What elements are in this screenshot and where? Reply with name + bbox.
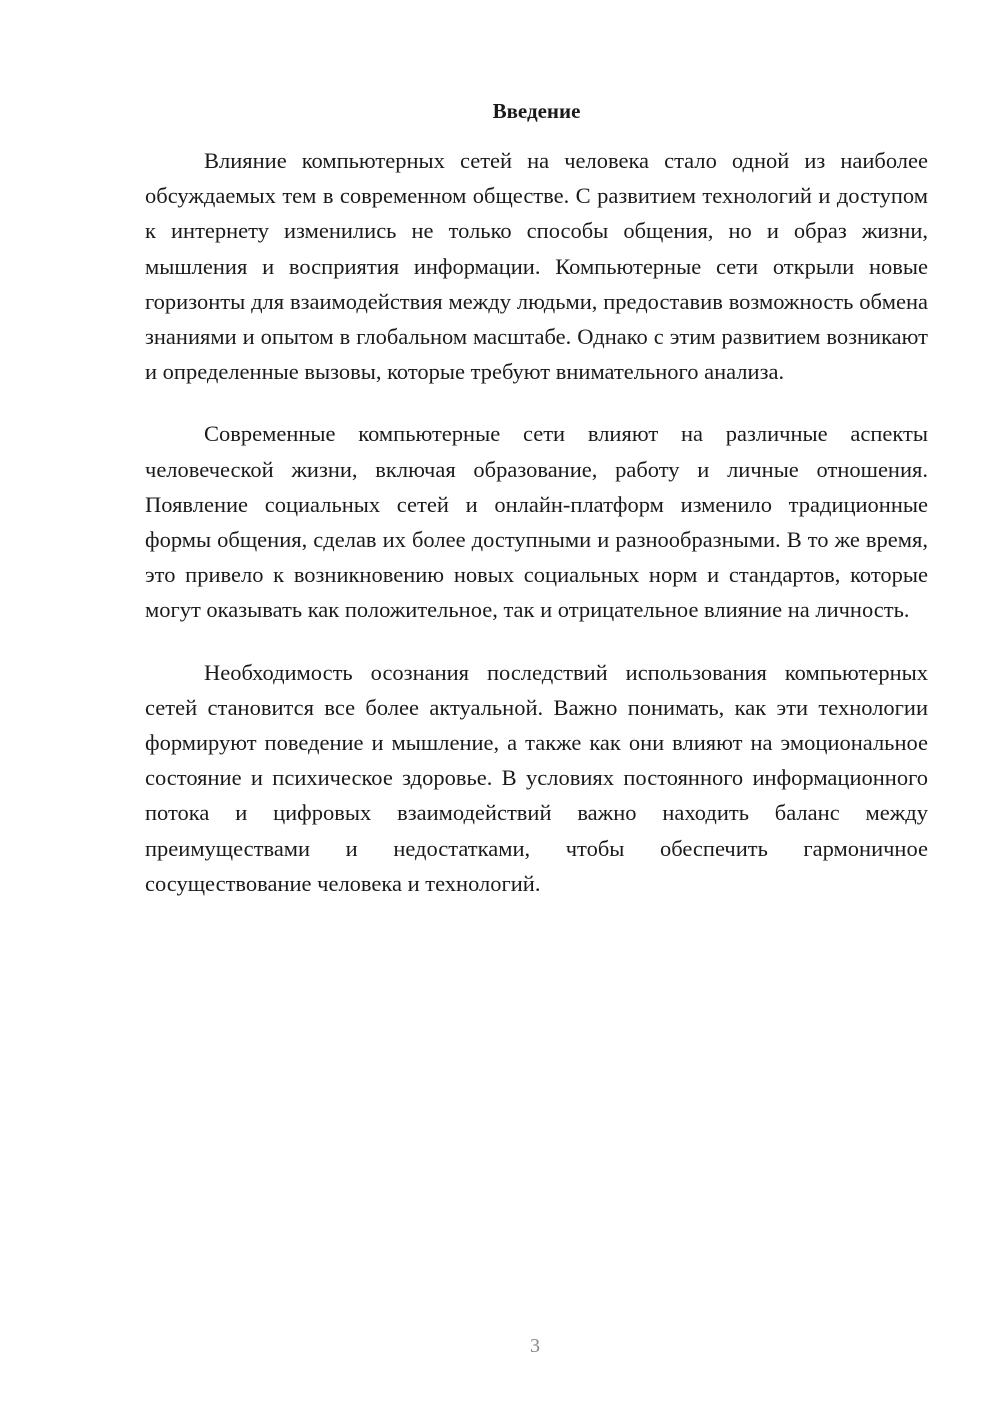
body-text — [145, 143, 928, 928]
paragraph-3: Необходимость осознания последствий использования компьютерных сетей становится все более актуальной. Важно понимать, как эти технологии формируют поведение и мышление, а также как они влияют на эмоциональное состояние и психическое здоровье. В условиях постоянного информационного потока и цифровых взаимодействий важно находить баланс между преимуществами и недостатками, чтобы обеспечить гармоничное сосуществование человека и технологий. — [145, 659, 928, 896]
paragraph-1: Влияние компьютерных сетей на человека стало одной из наиболее обсуждаемых тем в современном обществе. С развитием технологий и доступом к интернету изменились не только способы общения, но и образ жизни, мышления и восприятия информации. Компьютерные сети открыли новые горизонты для взаимодействия между людьми, предоставив возможность обмена знаниями и опытом в глобальном масштабе. Однако с этим развитием возникают и определенные вызовы, которые требуют внимательного анализа. — [145, 148, 928, 385]
paragraph-2: Современные компьютерные сети влияют на различные аспекты человеческой жизни, включая образование, работу и личные отношения. Появление социальных сетей и онлайн-платформ изменило традиционные формы общения, сделав их более доступными и разнообразными. В то же время, это привело к возникновению новых социальных норм и стандартов, которые могут оказывать как положительное, так и отрицательное влияние на личность. — [145, 421, 928, 623]
section-heading: Введение — [492, 99, 581, 123]
page-number: 3 — [530, 1335, 540, 1357]
